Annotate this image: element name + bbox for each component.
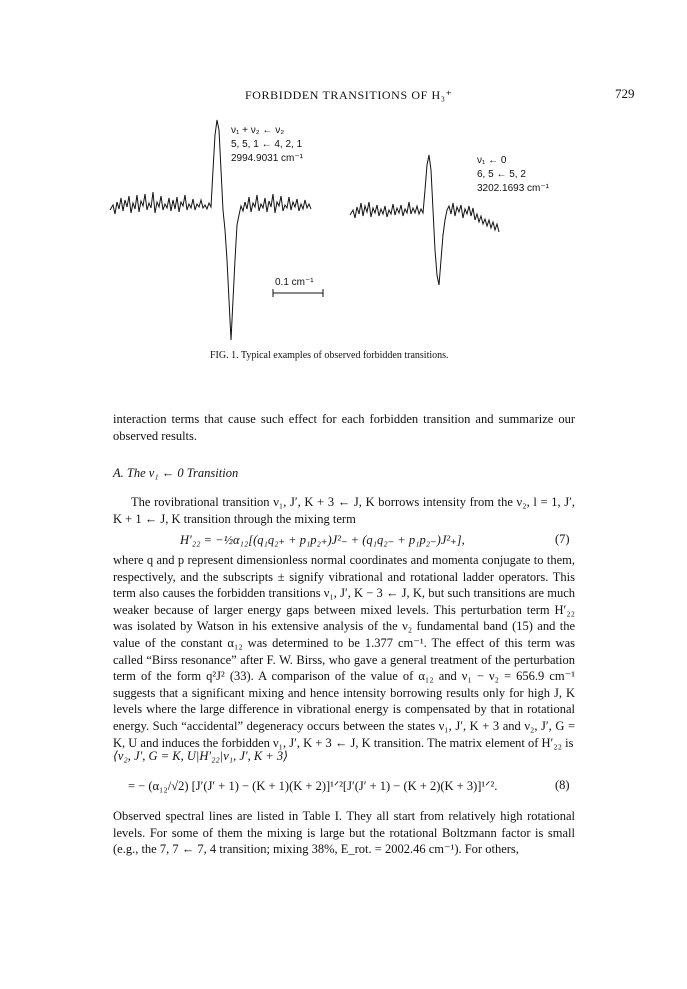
paragraph-3: Observed spectral lines are listed in Table I. They all start from relatively high rotational levels. For some of them the mixing is large but the rotational Boltzmann factor is small (e.g., the 7, 7 ← 7, 4 transition; mixing 38%, E_rot. = 2002.46 cm⁻¹). For others, <box>113 809 575 857</box>
spectra-plot <box>95 110 595 345</box>
page-number: 729 <box>615 86 635 101</box>
running-title: FORBIDDEN TRANSITIONS OF H₃⁺ <box>245 88 453 102</box>
equation-8-line-2: = − (α₁₂/√2) [J′(J′ + 1) − (K + 1)(K + 2)]¹ᐟ²[J′(J′ + 1) − (K + 2)(K + 3)]¹ᐟ². <box>128 779 498 793</box>
figure-caption: FIG. 1. Typical examples of observed forbidden transitions. <box>210 350 449 361</box>
right-label-quanta: 6, 5 ← 5, 2 <box>477 169 526 180</box>
left-label-transition: ν₁ + ν₂ ← ν₂ <box>231 125 285 136</box>
left-label-quanta: 5, 5, 1 ← 4, 2, 1 <box>231 139 303 150</box>
right-label-transition: ν₁ ← 0 <box>477 155 507 166</box>
paragraph-1: The rovibrational transition ν₁, J′, K + 3 ← J, K borrows intensity from the ν₂, l = 1, J′, K + 1 ← J, K transition through the mixing term <box>113 495 575 526</box>
section-heading: A. The ν₁ ← 0 Transition <box>113 466 239 480</box>
right-peak-label <box>477 154 549 196</box>
left-label-wavenumber: 2994.9031 cm⁻¹ <box>231 153 303 164</box>
equation-7: H′₂₂ = −½α₁₂[(q₁q₂₊ + p₁p₂₊)J²₋ + (q₁q₂₋ + p₁p₂₋)J²₊], <box>180 533 465 547</box>
scale-bar-label: 0.1 cm⁻¹ <box>275 277 314 288</box>
intro-paragraph: interaction terms that cause such effect for each forbidden transition and summarize our observed results. <box>113 412 575 443</box>
equation-8-line-1: ⟨ν₂, J′, G = K, U|H′₂₂|ν₁, J′, K + 3⟩ <box>113 749 289 763</box>
equation-8-number: (8) <box>555 778 570 792</box>
left-peak-label <box>231 124 303 166</box>
right-label-wavenumber: 3202.1693 cm⁻¹ <box>477 183 549 194</box>
equation-7-number: (7) <box>555 532 570 546</box>
paragraph-2: where q and p represent dimensionless normal coordinates and momenta conjugate to them, respectively, and the subscripts ± signify vibrational and rotational ladder operators. This term also causes the forbidden transitions ν₁, J′, K − 3 ← J, K, but such transitions are much weaker because of larger energy gaps between mixed levels. This perturbation term H′₂₂ was isolated by Watson in his extensive analysis of the ν₂ fundamental band (15) and the value of the constant α₁₂ was determined to be 1.377 cm⁻¹. The effect of this term was called “Birss resonance” after F. W. Birss, who gave a general treatment of the perturbation term of the form q²J² (33). A comparison of the value of α₁₂ and ν₁ − ν₂ = 656.9 cm⁻¹ suggests that a significant mixing and hence intensity borrowing results only for high J, K levels where the large difference in vibrational energy is compensated by that in rotational energy. Such “accidental” degeneracy occurs between the states ν₁, J′, K + 3 and ν₂, J′, G = K, U and induces the forbidden ν₁, J′, K + 3 ← J, K transition. The matrix element of H′₂₂ is <box>113 553 575 750</box>
spectrum-figure <box>95 110 595 345</box>
